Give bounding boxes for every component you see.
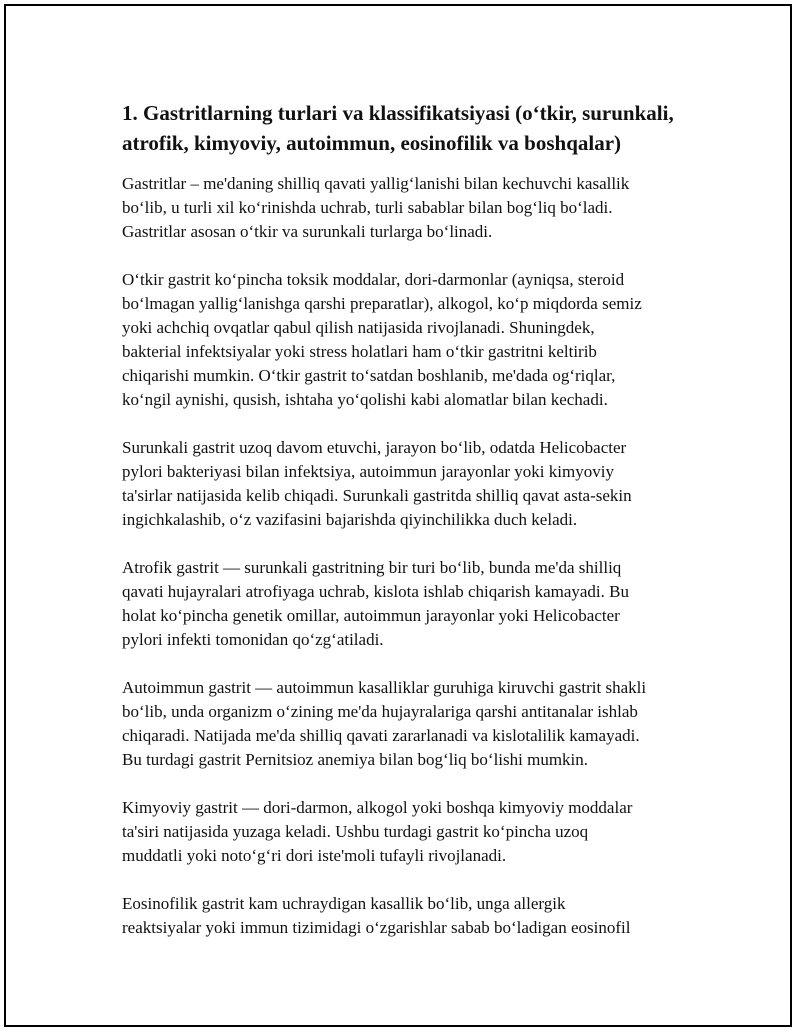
text-line: bo‘lmagan yallig‘lanishga qarshi preparatlar), alkogol, ko‘p miqdorda semiz xyxy=(122,294,642,313)
text-line: holat ko‘pincha genetik omillar, autoimmun jarayonlar yoki Helicobacter xyxy=(122,606,620,625)
paragraph-atrophic-gastritis xyxy=(122,556,702,652)
text-line: O‘tkir gastrit ko‘pincha toksik moddalar, dori-darmonlar (ayniqsa, steroid xyxy=(122,270,625,289)
text-line: Surunkali gastrit uzoq davom etuvchi, jarayon bo‘lib, odatda Helicobacter xyxy=(122,438,627,457)
text-line: pylori bakteriyasi bilan infektsiya, autoimmun jarayonlar yoki kimyoviy xyxy=(122,462,614,481)
text-line: chiqaradi. Natijada me'da shilliq qavati zararlanadi va kislotalilik kamayadi. xyxy=(122,726,640,745)
text-line: ko‘ngil aynishi, qusish, ishtaha yo‘qolishi kabi alomatlar bilan kechadi. xyxy=(122,390,608,409)
heading-line: 1. Gastritlarning turlari va klassifikatsiyasi (o‘tkir, surunkali, xyxy=(122,101,674,125)
text-line: ingichkalashib, o‘z vazifasini bajarishda qiyinchilikka duch keladi. xyxy=(122,510,578,529)
text-line: Autoimmun gastrit — autoimmun kasalliklar guruhiga kiruvchi gastrit shakli xyxy=(122,678,647,697)
section-heading xyxy=(122,98,702,158)
text-line: qavati hujayralari atrofiyaga uchrab, kislota ishlab chiqarish kamayadi. Bu xyxy=(122,582,629,601)
text-line: reaktsiyalar yoki immun tizimidagi o‘zgarishlar sabab bo‘ladigan eosinofil xyxy=(122,918,631,937)
paragraph-acute-gastritis xyxy=(122,268,702,412)
text-line: pylori infekti tomonidan qo‘zg‘atiladi. xyxy=(122,630,384,649)
text-line: muddatli yoki noto‘g‘ri dori iste'moli tufayli rivojlanadi. xyxy=(122,846,507,865)
paragraph-chemical-gastritis xyxy=(122,796,702,868)
paragraph-eosinophilic-gastritis xyxy=(122,892,702,940)
paragraph-autoimmune-gastritis xyxy=(122,676,702,772)
text-line: yoki achchiq ovqatlar qabul qilish natijasida rivojlanadi. Shuningdek, xyxy=(122,318,595,337)
paragraph-intro xyxy=(122,172,702,244)
text-line: chiqarishi mumkin. O‘tkir gastrit to‘satdan boshlanib, me'dada og‘riqlar, xyxy=(122,366,616,385)
document-content xyxy=(122,98,702,964)
text-line: Eosinofilik gastrit kam uchraydigan kasallik bo‘lib, unga allergik xyxy=(122,894,566,913)
text-line: ta'sirlar natijasida kelib chiqadi. Surunkali gastritda shilliq qavat asta-sekin xyxy=(122,486,632,505)
text-line: bo‘lib, u turli xil ko‘rinishda uchrab, turli sabablar bilan bog‘liq bo‘ladi. xyxy=(122,198,613,217)
heading-line: atrofik, kimyoviy, autoimmun, eosinofilik va boshqalar) xyxy=(122,131,622,155)
text-line: Bu turdagi gastrit Pernitsioz anemiya bilan bog‘liq bo‘lishi mumkin. xyxy=(122,750,589,769)
paragraph-chronic-gastritis xyxy=(122,436,702,532)
text-line: ta'siri natijasida yuzaga keladi. Ushbu turdagi gastrit ko‘pincha uzoq xyxy=(122,822,589,841)
text-line: Kimyoviy gastrit — dori-darmon, alkogol yoki boshqa kimyoviy moddalar xyxy=(122,798,633,817)
page-frame xyxy=(4,4,792,1027)
text-line: Gastritlar asosan o‘tkir va surunkali turlarga bo‘linadi. xyxy=(122,222,493,241)
text-line: Gastritlar – me'daning shilliq qavati yallig‘lanishi bilan kechuvchi kasallik xyxy=(122,174,630,193)
text-line: Atrofik gastrit — surunkali gastritning bir turi bo‘lib, bunda me'da shilliq xyxy=(122,558,622,577)
text-line: bakterial infektsiyalar yoki stress holatlari ham o‘tkir gastritni keltirib xyxy=(122,342,597,361)
text-line: bo‘lib, unda organizm o‘zining me'da hujayralariga qarshi antitanalar ishlab xyxy=(122,702,638,721)
